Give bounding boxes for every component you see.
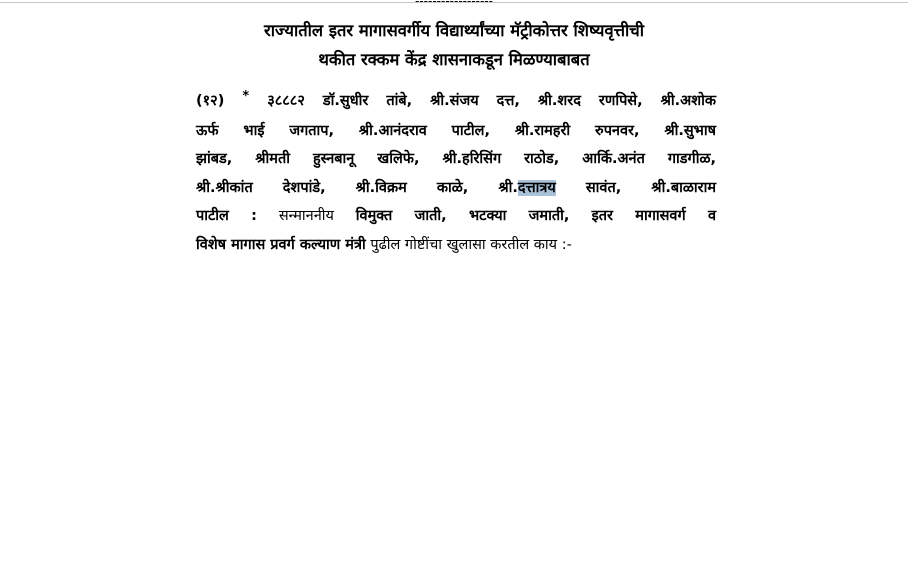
question-line-1 [196,87,716,117]
question-line-5 [196,202,716,231]
members-text-4b: सावंत, श्री.बाळाराम [555,179,716,196]
separator-dashes: ------------------ [415,0,493,8]
starred-marker: * [242,89,250,104]
members-text-2: ऊर्फ भाई जगताप, श्री.आनंदराव पाटील, श्री.रामहरी रुपनवर, श्री.सुभाष [196,122,716,139]
member-last-name: पाटील : [196,208,257,225]
members-text-3: झांबड, श्रीमती हुस्नबानू खलिफे, श्री.हरिसिंग राठोड, आर्कि.अनंत गाडगीळ, [196,151,716,168]
question-line-6 [196,231,716,260]
heading-line-2: थकीत रक्कम केंद्र शासनाकडून मिळण्याबाबत [318,50,590,69]
question-line-4 [196,174,716,203]
selected-text[interactable]: दत्तात्रय [517,179,556,196]
question-prompt: पुढील गोष्टींचा खुलासा करतील काय :- [365,236,572,253]
heading-line-1: राज्यातील इतर मागासवर्गीय विद्यार्थ्यांच्या मॅट्रीकोत्तर शिष्यवृत्तीची [263,21,645,40]
question-id: ३८८८२ [267,93,305,109]
members-text-1: डॉ.सुधीर तांबे, श्री.संजय दत्त, श्री.शरद रणपिसे, श्री.अशोक [322,93,716,109]
members-text-4a: श्री.श्रीकांत देशपांडे, श्री.विक्रम काळे, श्री. [196,179,518,196]
question-number: (१२) [196,93,225,109]
honorific-text: सन्माननीय [256,208,356,225]
question-paragraph [196,87,716,260]
ministry-text-1: विमुक्त जाती, भटक्या जमाती, इतर मागासवर्ग व [355,208,716,225]
ministry-text-2: विशेष मागास प्रवर्ग कल्याण मंत्री [196,236,366,253]
